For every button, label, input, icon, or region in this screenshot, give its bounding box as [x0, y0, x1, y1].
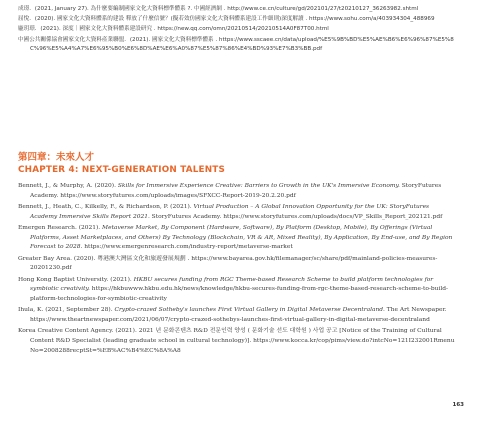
reference-title: Metaverse Market, By Component (Hardware, Software), By Platform (Desktop, Mobile), By Offerings (Virtual Platforms, Asset Marketplaces, and Others) By Technology (Blockchain, VR & AR, Mixed Reality), By Application, By End-use, and By Region Forecast to 2028.: [30, 225, 453, 251]
reference-entry: [18, 224, 458, 253]
reference-entry: 中國公共關係協會國家文化大資料產業聯盟．(2021). 國家文化大資料標準體系 . https://www.sscaee.cn/data/upload/%E5%9B%BD%E5%AE%B6%E6%96%87%E5%8C%96%E5%A4%A7%E6%95%B0%E6%8D%AE%E6%A0%87%E5%87%86%E4%BD%93%E7%B3%BB.pdf: [18, 36, 454, 53]
reference-source: StoryFutures Academy. https://www.storyfutures.com/uploads/docs/VP_Skills_Report_202121.pdf: [149, 213, 443, 220]
reference-title: Virtual Production – A Global Innovation Opportunity for the UK: StoryFutures Academy Immersive Skills Report 2021.: [30, 204, 430, 220]
chapter-title-chinese: 第四章：未來人才: [18, 152, 95, 163]
reference-authors: Korea Creative Content Agency. (2021). 2021 년 문화콘텐츠 R&D 전문인력 양성 ( 문화기술 선도 대학원 ) 사업 공고 [Notice of the Training of Cultural Content R&D Specialist (leading graduate school in cultural technology)]. https://www.kocca.kr/cop/pims/view.do?intcNo=121I232001Rmenu No=2008288recptSt=%EB%AC%B4%EC%8A%A8: [18, 328, 455, 354]
reference-entry: [18, 306, 458, 325]
reference-authors: Hong Kong Baptist University. (2021).: [18, 276, 134, 283]
reference-entry: 屈悅．(2020). 國家文化大資料體系的建設 釋放了什麼信號？(擬若效仿國家文化大資料體系建設工作細則)深度解讀 . https://www.sohu.com/a/403934304_488969: [18, 16, 435, 23]
reference-list-english: [18, 182, 458, 358]
reference-entry: 成璟．(2021, January 27). 為什麼要編制國家文化大資料標準體系 ?. 中國經濟網 . http://www.ce.cn/culture/gd/202101/27/t20210127_36263982.shtml: [18, 6, 419, 12]
chapter-title-english: CHAPTER 4: NEXT-GENERATION TALENTS: [18, 165, 226, 175]
reference-source: StoryFutures Academy. https://www.storyfutures.com/uploads/images/SFXCC-Report-2019-20.2.20.pdf: [30, 183, 442, 199]
reference-list-chinese: [18, 5, 458, 55]
reference-authors: Bennett, J., Heath, C., Kilkelly, F., & Richardson, P. (2021).: [18, 204, 194, 210]
chapter-heading: [18, 152, 458, 176]
reference-entry: [18, 203, 458, 222]
reference-authors: Bennett, J., & Murphy, A. (2020).: [18, 183, 118, 189]
reference-title: HKBU secures funding from RGC Theme-based Research Scheme to build platform technologies for symbiotic creativity.: [30, 276, 434, 293]
reference-authors: Emergen Research. (2021).: [18, 225, 103, 231]
reference-title: Skills for Immersive Experience Creative: Barriers to Growth in the UK's Immersive Economy.: [117, 183, 400, 189]
reference-authors: Ihula, K. (2021, September 28).: [18, 307, 115, 314]
reference-source: The Art Newspaper. https://www.theartnewspaper.com/2021/06/07/crypto-crazed-sothebys-launches-first-virtual-gallery-in-digital-metaverse-decentraland: [30, 307, 447, 324]
reference-entry: 龐玥璟．(2021). 深度｜國家文化大資料體系建設研究 . https://new.qq.com/omn/20210514/20210514A0F87T00.html: [18, 26, 329, 33]
reference-title: Crypto-crazed Sotheby's launches First Virtual Gallery in Digital Metaverse Decentraland.: [114, 307, 385, 314]
reference-entry: [18, 255, 458, 274]
reference-source: https://hkbuwww.hkbu.edu.hk/news/knowledge/hkbu-secures-funding-from-rgc-theme-based-research-scheme-to-build-platform-technologies-for-symbiotic-creativity: [30, 286, 448, 303]
reference-authors: Greater Bay Area. (2020). 粵港澳大灣區文化和旅遊發展規劃 . https://www.bayarea.gov.hk/filemanager/sc/share/pdf/mainland-policies-measures-20201230.pdf: [18, 255, 438, 272]
page-number: 163: [452, 402, 464, 408]
reference-entry: [18, 276, 458, 305]
reference-entry: [18, 327, 458, 356]
reference-source: https://www.emergenresearch.com/industry-report/metaverse-market: [82, 244, 293, 251]
reference-entry: [18, 182, 458, 201]
